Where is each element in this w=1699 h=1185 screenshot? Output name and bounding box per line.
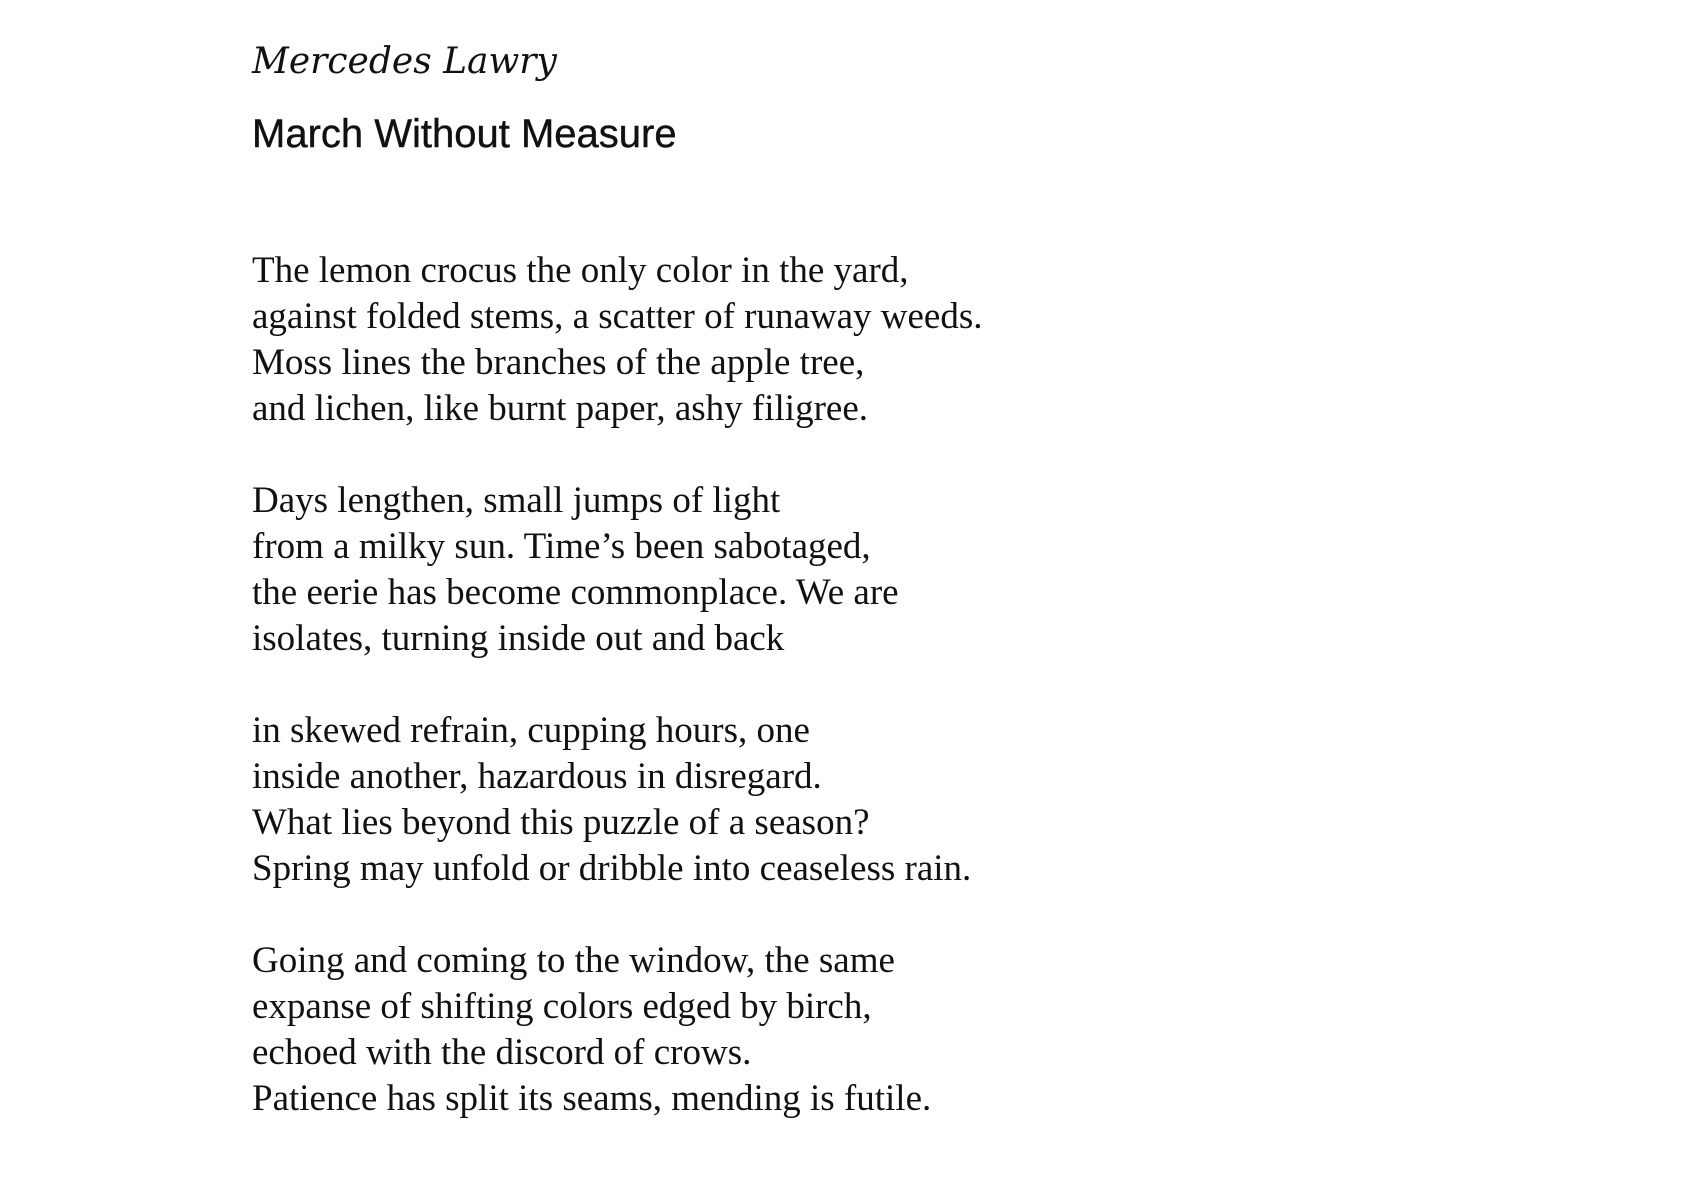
poem-line: the eerie has become commonplace. We are: [252, 572, 899, 613]
poem-line: inside another, hazardous in disregard.: [252, 756, 822, 797]
stanza-3: [252, 708, 983, 892]
poem-line: against folded stems, a scatter of runaway weeds.: [252, 296, 983, 337]
poem-line: What lies beyond this puzzle of a season?: [252, 802, 870, 843]
poem-line: Spring may unfold or dribble into ceaseless rain.: [252, 848, 972, 889]
stanza-1: [252, 248, 983, 432]
poem-body: [252, 248, 983, 1168]
author-name: Mercedes Lawry: [252, 41, 557, 82]
poem-line: Days lengthen, small jumps of light: [252, 480, 781, 521]
poem-line: echoed with the discord of crows.: [252, 1032, 752, 1073]
poem-line: in skewed refrain, cupping hours, one: [252, 710, 810, 751]
poem-line: and lichen, like burnt paper, ashy filigree.: [252, 388, 868, 429]
stanza-4: [252, 938, 983, 1122]
poem-line: from a milky sun. Time’s been sabotaged,: [252, 526, 871, 567]
poem-line: The lemon crocus the only color in the yard,: [252, 250, 909, 291]
poem-title: March Without Measure: [252, 112, 677, 156]
stanza-2: [252, 478, 983, 662]
poem-line: expanse of shifting colors edged by birch,: [252, 986, 872, 1027]
poem-line: Going and coming to the window, the same: [252, 940, 895, 981]
poem-line: Patience has split its seams, mending is futile.: [252, 1078, 932, 1119]
poem-line: isolates, turning inside out and back: [252, 618, 785, 659]
poem-line: Moss lines the branches of the apple tree,: [252, 342, 865, 383]
